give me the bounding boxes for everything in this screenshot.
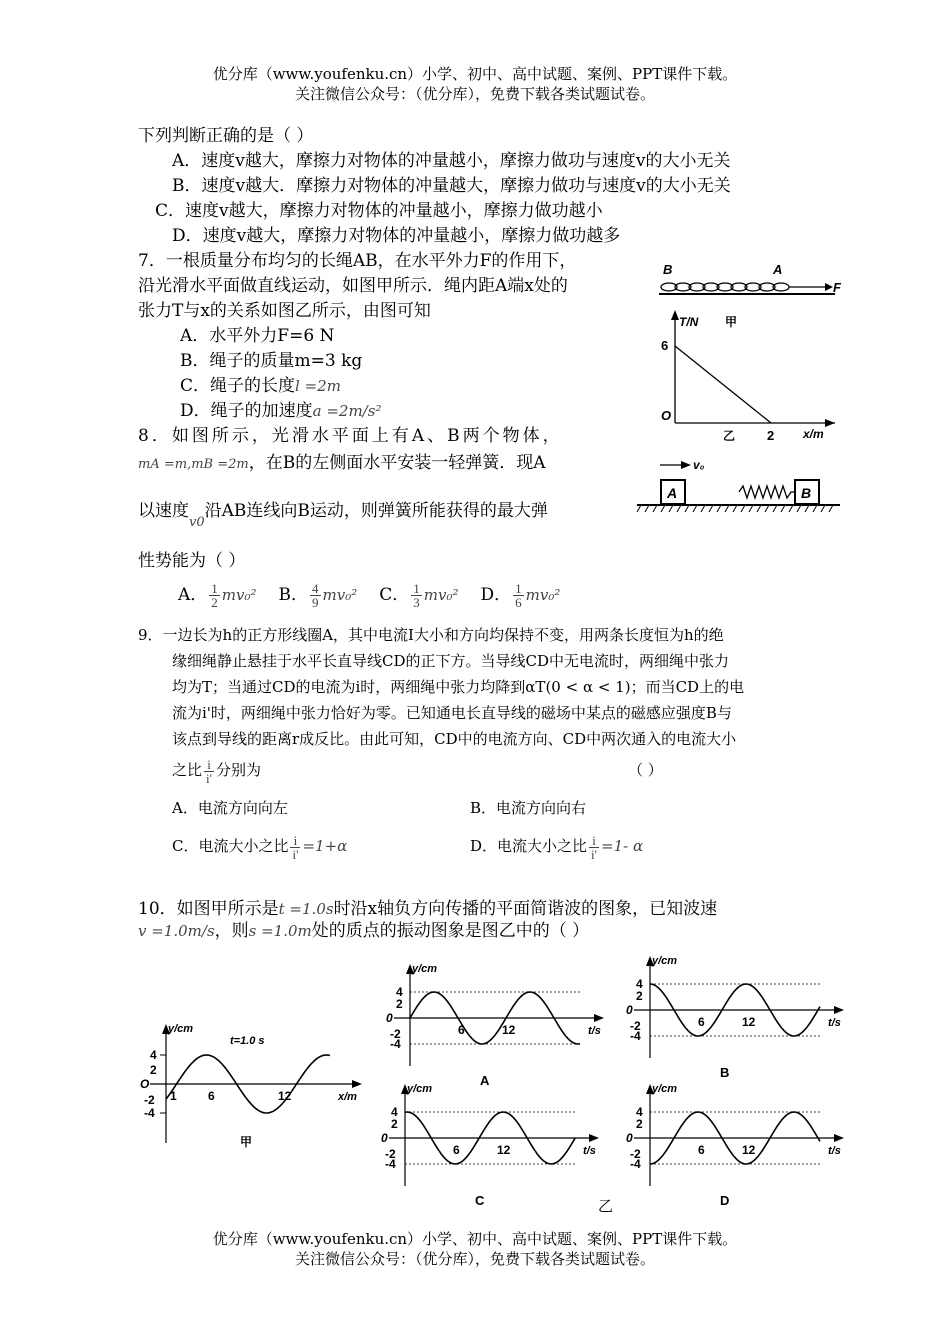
q8-option-d: [480, 581, 561, 610]
panel-xtick-12: 12: [502, 1023, 516, 1037]
panel-ytick-m4: -4: [385, 1157, 396, 1171]
panel-ytick-2: 2: [636, 989, 643, 1003]
frac-num: 1: [211, 581, 218, 596]
t-tick-6: 6: [661, 338, 669, 353]
frac-den: 9: [312, 595, 319, 610]
panel-y-label: y/cm: [652, 1083, 678, 1095]
q8-option-tail: mv₀²: [525, 586, 561, 604]
panel-x-arrow: [594, 1014, 604, 1022]
panel-xtick-6: 6: [458, 1023, 465, 1037]
frac-num: 1: [413, 581, 420, 596]
q8-line2: [138, 452, 545, 476]
panel-xtick-12: 12: [497, 1143, 511, 1157]
panel-caption: A: [480, 1073, 490, 1088]
t-axis-label: T/N: [679, 315, 699, 329]
q9-frac-num: i: [204, 758, 214, 772]
q8-option-tail: mv₀²: [423, 586, 459, 604]
q7-line1: 7．一根质量分布均匀的长绳AB，在水平外力F的作用下，: [138, 251, 577, 271]
frac-den: 2: [211, 595, 218, 610]
panel-ytick-4: 4: [396, 985, 403, 999]
block-a-label: A: [667, 485, 678, 501]
jia-ytick-4: 4: [150, 1048, 157, 1062]
panel-ytick-m4: -4: [390, 1037, 401, 1051]
panel-xtick-6: 6: [453, 1143, 460, 1157]
page-header-line2: 关注微信公众号：（优分库），免费下载各类试题试卷。: [294, 85, 655, 103]
q9-line1: 9．一边长为h的正方形线圈A，其中电流I大小和方向均保持不变，用两条长度恒为h的绝: [138, 626, 724, 644]
q7-d-math: a =2m/s²: [312, 402, 382, 420]
q9-option-a: A．电流方向向左: [172, 799, 288, 817]
q7-rope-figure: [655, 258, 845, 303]
q10-panel-c: [375, 1078, 605, 1213]
q9-line2: 缘细绳静止悬挂于水平长直导线CD的正下方。当导线CD中无电流时，两细绳中张力: [172, 652, 730, 670]
q10-s-expr: s =1.0m: [248, 922, 312, 940]
q8-line1: 8．如图所示，光滑水平面上有A、B两个物体，: [138, 426, 563, 446]
q8-option-c: [379, 581, 459, 610]
q9-c-tail: =1+α: [302, 837, 348, 855]
q8-option-frac: [513, 582, 524, 609]
q9-ratio-frac: [204, 758, 214, 785]
q7-d-prefix: D．绳子的加速度: [180, 401, 313, 421]
q8-masses: mA =m,mB =2m: [138, 457, 249, 472]
q8-line3b: 沿AB连线向B运动，则弹簧所能获得的最大弹: [204, 501, 548, 521]
panel-origin: 0: [386, 1011, 393, 1025]
q6-option-c: C．速度v越大，摩擦力对物体的冲量越小，摩擦力做功越小: [155, 201, 603, 221]
q10-line2: [138, 920, 589, 942]
panel-x-label: t/s: [588, 1025, 601, 1037]
q7-line3: 张力T与x的关系如图乙所示，由图可知: [138, 301, 431, 321]
q10-line2b: 处的质点的振动图象是图乙中的（ ）: [311, 921, 590, 941]
x-axis-label: x/m: [803, 427, 824, 441]
q9-option-b: B．电流方向向右: [470, 799, 587, 817]
jia-xtick-1: 1: [170, 1089, 177, 1103]
frac-den: 6: [515, 595, 522, 610]
panel-ytick-2: 2: [391, 1117, 398, 1131]
q7-line2: 沿光滑水平面做直线运动，如图甲所示．绳内距A端x处的: [138, 276, 568, 296]
panel-ytick-m2: -2: [630, 1019, 641, 1033]
frac-num: 1: [515, 581, 522, 596]
q9-c-prefix: C．电流大小之比: [172, 837, 289, 855]
q9-d-num: i: [589, 834, 599, 848]
q10-wave-jia: [130, 1018, 370, 1158]
panel-y-label: y/cm: [407, 1083, 433, 1095]
graph-origin: O: [661, 408, 672, 423]
q10-line1b: 时沿x轴负方向传播的平面简谐波的图象，已知波速: [333, 899, 718, 919]
page-footer-line2: 关注微信公众号：（优分库），免费下载各类试题试卷。: [294, 1250, 655, 1268]
q9-d-den: i': [591, 846, 597, 862]
q9-d-frac: [589, 834, 599, 861]
panel-x-label: t/s: [828, 1017, 841, 1029]
jia-xtick-6: 6: [208, 1089, 215, 1103]
rope-label-f: F: [833, 280, 841, 295]
q8-options: [178, 578, 582, 612]
panel-caption: B: [720, 1065, 730, 1080]
q9-c-num: i: [290, 834, 300, 848]
q9-option-d: [470, 830, 643, 862]
q8-line2-text: ，在B的左侧面水平安装一轻弹簧．现A: [248, 453, 546, 473]
panel-origin: 0: [626, 1003, 633, 1017]
panel-ytick-4: 4: [391, 1105, 398, 1119]
q9-line5: 该点到导线的距离r成反比。由此可知，CD中的电流方向、CD中两次通入的电流大小: [172, 730, 737, 748]
q10-line1: [138, 898, 717, 920]
q7-c-prefix: C．绳子的长度: [180, 376, 296, 396]
q9-d-prefix: D．电流大小之比: [470, 837, 588, 855]
q10-panel-a: [380, 958, 610, 1093]
q9-c-frac: [290, 834, 300, 861]
panel-x-label: t/s: [583, 1145, 596, 1157]
q8-option-label: D．: [480, 585, 512, 605]
q7-option-d: [180, 400, 381, 422]
jia-origin: O: [140, 1077, 150, 1091]
q6-option-a: A．速度v越大，摩擦力对物体的冲量越小，摩擦力做功与速度v的大小无关: [172, 151, 731, 171]
q10-v-expr: v =1.0m/s: [138, 922, 215, 940]
q8-v0: v0: [189, 515, 205, 530]
panel-ytick-m4: -4: [630, 1029, 641, 1043]
q9-bracket: （ ）: [628, 761, 663, 779]
q8-option-frac: [310, 582, 321, 609]
panel-caption: C: [475, 1193, 485, 1208]
panel-xtick-12: 12: [742, 1143, 756, 1157]
q6-stem: 下列判断正确的是（ ）: [138, 126, 314, 146]
frac-num: 4: [312, 581, 319, 596]
q9-frac-den: i': [206, 770, 212, 786]
q9-option-c: [172, 830, 347, 862]
panel-y-label: y/cm: [652, 955, 678, 967]
q7-c-math: l =2m: [295, 377, 341, 395]
panel-ytick-m2: -2: [630, 1147, 641, 1161]
frac-den: 3: [413, 595, 420, 610]
x-tick-2: 2: [767, 428, 775, 443]
q10-line1a: 10．如图甲所示是: [138, 899, 279, 919]
jia-x-label: x/m: [338, 1091, 357, 1103]
q8-spring-figure: [635, 455, 845, 520]
panel-ytick-m2: -2: [385, 1147, 396, 1161]
q9-c-den: i': [292, 846, 299, 862]
panel-x-arrow: [834, 1006, 844, 1014]
v0-label: v₀: [693, 458, 705, 472]
panel-ytick-m2: -2: [390, 1027, 401, 1041]
q10-t-expr: t =1.0s: [278, 900, 334, 918]
q8-line3a: 以速度: [138, 501, 189, 521]
q7-option-c: [180, 375, 341, 397]
q9-line6b: 分别为: [215, 761, 261, 779]
page-header-line1: 优分库（www.youfenku.cn）小学、初中、高中试题、案例、PPT课件下载。: [212, 65, 738, 83]
page-footer-line1: 优分库（www.youfenku.cn）小学、初中、高中试题、案例、PPT课件下载。: [212, 1230, 738, 1248]
jia-ytick-m2: -2: [144, 1093, 155, 1107]
panel-y-label: y/cm: [412, 963, 438, 975]
panel-xtick-12: 12: [742, 1015, 756, 1029]
q9-line6: [172, 755, 261, 785]
q8-line3: [138, 500, 548, 534]
q8-option-frac: [411, 582, 422, 609]
panel-ytick-4: 4: [636, 1105, 643, 1119]
jia-y-label: y/cm: [168, 1023, 194, 1035]
q6-option-d: D．速度v越大，摩擦力对物体的冲量越小，摩擦力做功越多: [172, 226, 621, 246]
jia-ytick-2: 2: [150, 1063, 157, 1077]
q9-line4: 流为i'时，两细绳中张力恰好为零。已知通电长直导线的磁场中某点的磁感应强度B与: [172, 704, 732, 722]
panel-xtick-6: 6: [698, 1143, 705, 1157]
rope-label-a: A: [773, 262, 783, 277]
jia-caption: 甲: [240, 1135, 253, 1149]
panel-x-label: t/s: [828, 1145, 841, 1157]
panel-ytick-2: 2: [396, 997, 403, 1011]
panel-origin: 0: [381, 1131, 388, 1145]
panel-xtick-6: 6: [698, 1015, 705, 1029]
q8-option-label: B．: [278, 585, 309, 605]
graph-caption-yi: 乙: [723, 429, 736, 443]
q10-line2a: ，则: [214, 921, 249, 941]
panel-origin: 0: [626, 1131, 633, 1145]
jia-ytick-m4: -4: [144, 1106, 155, 1120]
jia-xtick-12: 12: [278, 1089, 292, 1103]
panel-ytick-4: 4: [636, 977, 643, 991]
q8-option-label: A．: [178, 585, 208, 605]
graph-title-jia: 甲: [725, 315, 738, 329]
q7-option-b: B．绳子的质量m=3 kg: [180, 351, 363, 371]
q7-tension-graph: [655, 308, 845, 448]
panel-x-arrow: [834, 1134, 844, 1142]
q8-option-label: C．: [379, 585, 410, 605]
q8-option-tail: mv₀²: [221, 586, 257, 604]
q7-option-a: A．水平外力F=6 N: [180, 326, 335, 346]
panel-ytick-2: 2: [636, 1117, 643, 1131]
panel-caption: D: [720, 1193, 730, 1208]
q8-option-a: [178, 581, 257, 610]
q10-yi-caption: 乙: [598, 1197, 614, 1215]
q6-option-b: B．速度v越大．摩擦力对物体的冲量越大，摩擦力做功与速度v的大小无关: [172, 176, 731, 196]
rope-label-b: B: [663, 262, 673, 277]
q9-d-tail: =1- α: [601, 837, 644, 855]
panel-ytick-m4: -4: [630, 1157, 641, 1171]
jia-t-label: t=1.0 s: [230, 1035, 265, 1047]
q8-option-frac: [209, 582, 220, 609]
block-b-label: B: [801, 485, 812, 501]
q10-panel-d: [620, 1078, 850, 1213]
q9-line3: 均为T；当通过CD的电流为i时，两细绳中张力均降到αT(0 < α < 1)；而当CD上的电: [172, 678, 745, 696]
q8-line4: 性势能为（ ）: [138, 551, 246, 571]
q8-option-b: [278, 581, 358, 610]
q8-option-tail: mv₀²: [322, 586, 358, 604]
panel-x-arrow: [589, 1134, 599, 1142]
q10-panel-b: [620, 950, 850, 1085]
q9-line6a: 之比: [172, 761, 203, 779]
